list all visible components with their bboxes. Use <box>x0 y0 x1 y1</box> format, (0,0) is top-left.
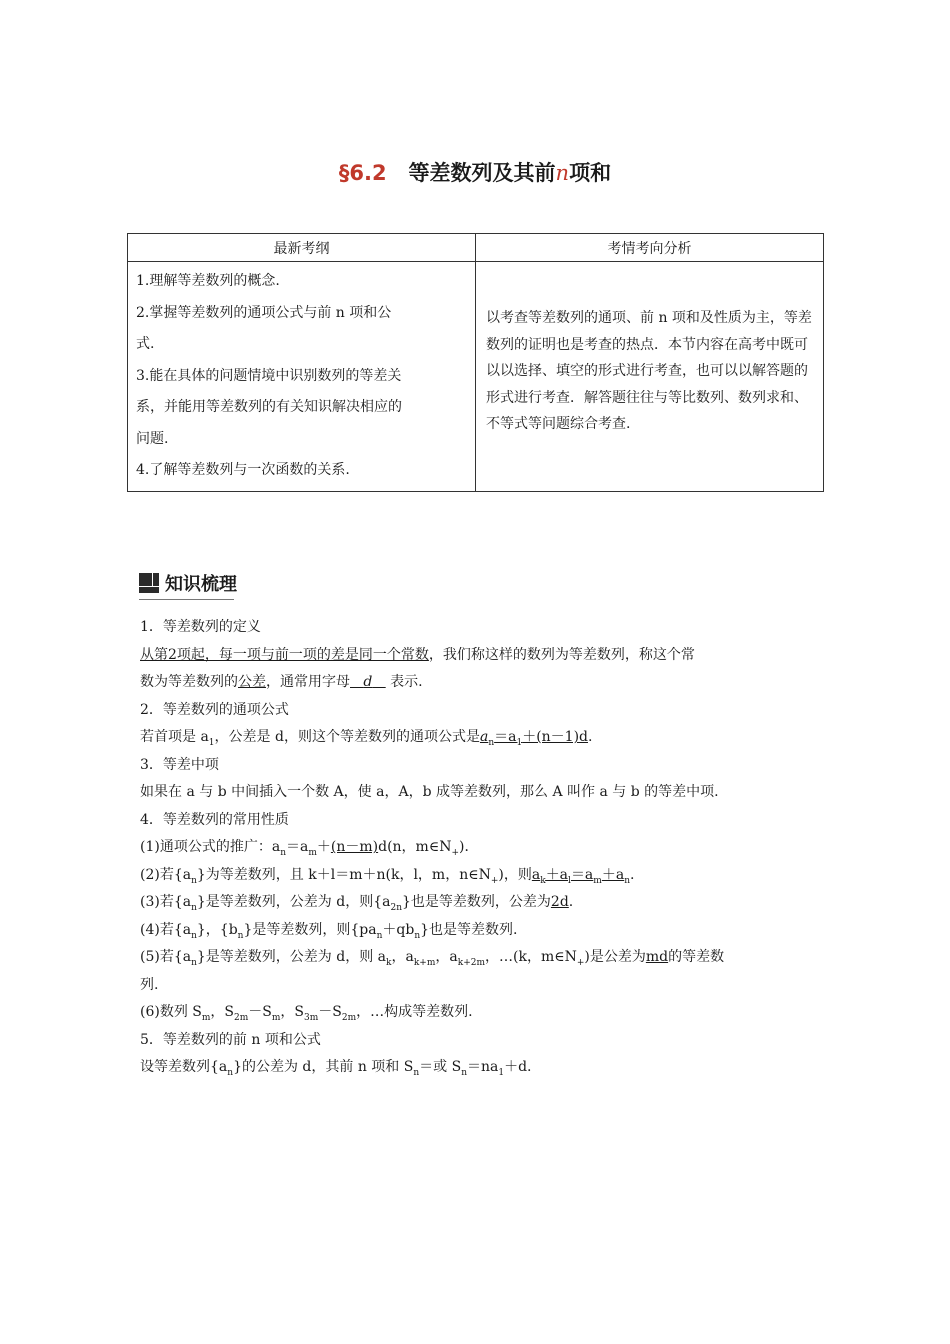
goal-line: 4.了解等差数列与一次函数的关系. <box>136 462 350 478</box>
sum-formula-line: 设等差数列$\{a_n\}$的公差为 d，其前 n 项和 $S_n=$或 $S_n=na_1+d$. <box>140 1059 532 1078</box>
section-heading <box>139 570 237 596</box>
section-divider <box>139 599 234 600</box>
general-term-line: 若首项是 $a_1$，公差是 d，则这个等差数列的通项公式是$a_n=a_1+(n-1)d$. <box>140 729 593 748</box>
heading-sum-formula: 5．等差数列的前 n 项和公式 <box>140 1031 321 1048</box>
goal-line: 系，并能用等差数列的有关知识解决相应的 <box>136 399 402 415</box>
goals-list <box>128 262 476 492</box>
heading-middle-term: 3．等差中项 <box>140 756 219 773</box>
property-3: (3)若$\{a_n\}$是等差数列，公差为 d，则$\{a_{2n}\}$也是等差数列，公差为2d. <box>140 894 574 913</box>
knowledge-content <box>140 614 820 1082</box>
page-title <box>0 157 950 187</box>
header-analysis: 考情考向分析 <box>476 234 824 262</box>
property-2: (2)若$\{a_n\}$为等差数列，且 k＋l＝m＋n(k，l，m，$n\in N_+$)，则$a_k+a_l=a_m+a_n$. <box>140 866 635 886</box>
definition-line-2: 数为等差数列的公差，通常用字母 d 表示. <box>140 674 423 690</box>
goal-line: 式. <box>136 336 155 352</box>
goal-line: 问题. <box>136 430 169 447</box>
title-tail: 项和 <box>569 161 612 185</box>
goals-table <box>127 233 824 492</box>
goal-line: 3.能在具体的问题情境中识别数列的等差关 <box>136 367 402 384</box>
section-square-icon <box>139 573 159 593</box>
heading-general-term: 2．等差数列的通项公式 <box>140 701 289 718</box>
heading-definition: 1．等差数列的定义 <box>140 619 261 635</box>
goal-line: 2.掌握等差数列的通项公式与前 n 项和公 <box>136 304 392 321</box>
title-n: n <box>555 161 570 185</box>
section-heading-label: 知识梳理 <box>165 574 237 595</box>
definition-line-1: 从第2项起，每一项与前一项的差是同一个常数，我们称这样的数列为等差数列，称这个常 <box>140 646 695 663</box>
property-6: (6)数列 $S_m$，$S_{2m}-S_m$，$S_{3m}-S_{2m}$，…构成等差数列. <box>140 1004 473 1023</box>
section-number: §6.2 <box>338 161 387 185</box>
middle-term-line: 如果在 a 与 b 中间插入一个数 A，使 a，A，b 成等差数列，那么 A 叫作 a 与 b 的等差中项. <box>140 784 719 800</box>
property-4: (4)若$\{a_n\}$，$\{b_n\}$是等差数列，则$\{pa_n+qb_n\}$也是等差数列. <box>140 921 518 941</box>
heading-properties: 4．等差数列的常用性质 <box>140 811 289 828</box>
property-5: (5)若$\{a_n\}$是等差数列，公差为 d，则 $a_k$，$a_{k+m}$，$a_{k+2m}$，…(k，$m\in N_+$)是公差为md的等差数 <box>140 949 725 968</box>
header-goals: 最新考纲 <box>128 234 476 262</box>
property-1: (1)通项公式的推广：$a_n=a_m+(n-m)d(n$，$m\in N_+$)． <box>140 839 479 858</box>
goal-line: 1.理解等差数列的概念. <box>136 273 280 289</box>
property-5-cont: 列. <box>140 976 159 993</box>
analysis-text: 以考查等差数列的通项、前 n 项和及性质为主，等差数列的证明也是考查的热点．本节内容在高考中既可以以选择、填空的形式进行考查，也可以以解答题的形式进行考查．解答题往往与等比数列、数列求和、不等式等问题综合考查. <box>476 262 824 492</box>
title-main: 等差数列及其前 <box>408 161 556 185</box>
